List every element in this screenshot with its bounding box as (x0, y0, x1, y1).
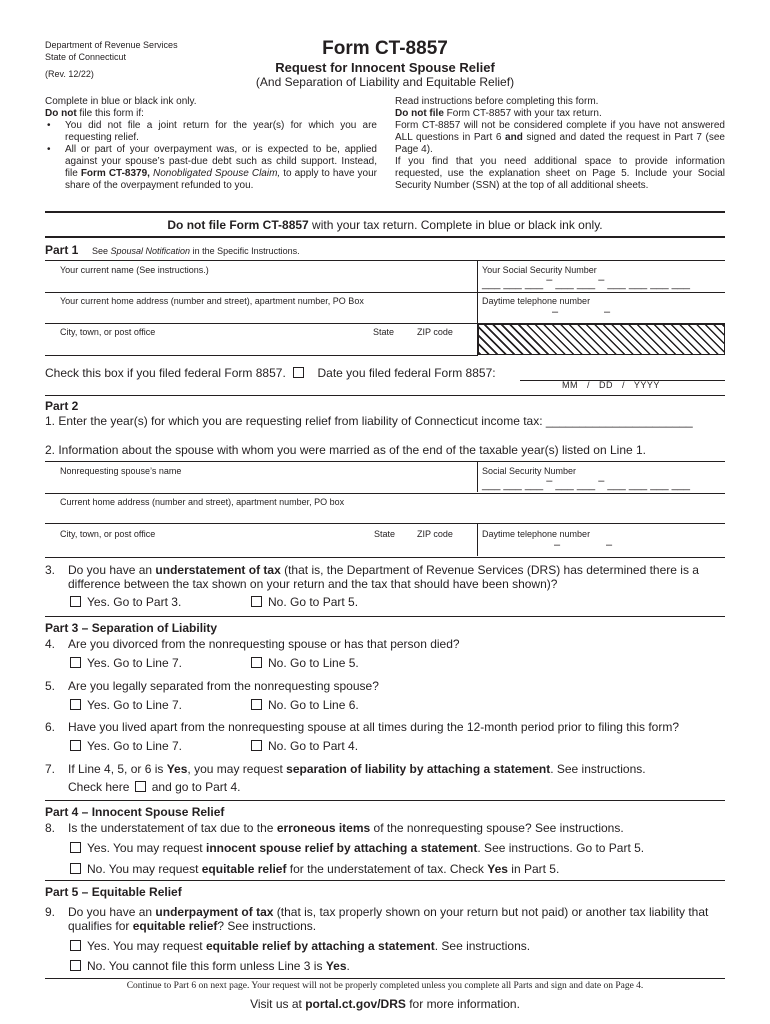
banner-top-rule (45, 211, 725, 213)
q8-yes-option: Yes. You may request innocent spouse relief by attaching a statement. See instructions. Go to Part 5. (70, 841, 644, 855)
q4-yes-checkbox[interactable] (70, 657, 81, 668)
part3-rule (45, 616, 725, 617)
part5-rule (45, 880, 725, 881)
federal-8857-check-row: Check this box if you filed federal Form 8857. Date you filed federal Form 8857: (45, 366, 496, 380)
spouse-address-field[interactable] (52, 494, 722, 522)
spouse-row-rule-2 (45, 523, 725, 524)
your-city-label: City, town, or post office (60, 327, 156, 337)
q3-no-option: No. Go to Part 5. (251, 595, 358, 609)
spouse-table-bottom-rule (45, 557, 725, 558)
q4-no-option: No. Go to Line 5. (251, 656, 359, 670)
spouse-state-label: State (374, 529, 396, 539)
q3-no-checkbox[interactable] (251, 596, 262, 607)
form-subtitle-2: (And Separation of Liability and Equitable Relief) (255, 75, 515, 89)
q9-no-checkbox[interactable] (70, 960, 81, 971)
form-subtitle: Request for Innocent Spouse Relief (275, 60, 495, 75)
q3-yes-option: Yes. Go to Part 3. (70, 595, 181, 609)
q9-number: 9. (45, 905, 56, 919)
spouse-table-top-rule (45, 461, 725, 462)
additional-space-note: If you find that you need additional space to provide information requested, use the explanation sheet on Page 5. Include your Social Security Number (SSN) at the top of all additional sheets. (395, 156, 725, 191)
q5-yes-checkbox[interactable] (70, 699, 81, 710)
shaded-area (478, 324, 725, 355)
federal-8857-checkbox[interactable] (293, 367, 304, 378)
portal-link[interactable]: portal.ct.gov/DRS (305, 997, 406, 1011)
part2-rule (45, 395, 725, 396)
your-phone-label: Daytime telephone number (482, 296, 591, 306)
your-name-label: Your current name (See instructions.) (60, 265, 209, 275)
intro-right (395, 96, 725, 192)
part4-label: Part 4 – Innocent Spouse Relief (45, 805, 225, 819)
your-address-field[interactable] (52, 293, 472, 321)
your-city-state-zip-field[interactable] (52, 324, 472, 354)
q6-no-option: No. Go to Part 4. (251, 739, 358, 753)
revision-date: (Rev. 12/22) (45, 69, 94, 79)
bullet-joint-return: • You did not file a joint return for the year(s) for which you are requesting relief. (45, 120, 377, 144)
q4-yes-option: Yes. Go to Line 7. (70, 656, 182, 670)
spouse-city-label: City, town, or post office (60, 529, 156, 539)
date-format-hint: MM / DD / YYYY (562, 380, 660, 390)
q3-text: Do you have an understatement of tax (that is, the Department of Revenue Services (DRS) has determined there is a difference between the tax shown on your return and the tax that should have been shown)? (68, 563, 699, 591)
your-zip-label: ZIP code (417, 327, 453, 337)
your-ssn-label: Your Social Security Number (482, 265, 597, 275)
q7-number: 7. (45, 762, 56, 776)
part4-rule (45, 800, 725, 801)
ink-instruction: Complete in blue or black ink only. (45, 96, 197, 107)
q8-no-option: No. You may request equitable relief for the understatement of tax. Check Yes in Part 5. (70, 862, 559, 876)
do-not-file-bullets (45, 120, 377, 192)
your-phone-field[interactable]: – – (552, 306, 611, 318)
do-not-file-if: Do not file this form if: (45, 108, 144, 119)
your-state-label: State (373, 327, 395, 337)
spouse-ssn-field[interactable]: ___ ___ ___ – ___ ___ – ___ ___ ___ ___ (482, 475, 690, 491)
continue-note: Continue to Part 6 on next page. Your request will not be properly completed unless you complete all Parts and sign and date on Page 4. (126, 981, 644, 991)
department-name: Department of Revenue Services (45, 40, 178, 50)
spouse-address-label: Current home address (number and street), apartment number, PO box (60, 497, 345, 507)
footer-rule (45, 978, 725, 979)
spouse-name-field[interactable] (52, 463, 472, 491)
spouse-name-label: Nonrequesting spouse’s name (60, 466, 182, 476)
your-name-field[interactable] (52, 262, 472, 290)
q9-yes-checkbox[interactable] (70, 940, 81, 951)
part1-note: See Spousal Notification in the Specific Instructions. (92, 246, 300, 256)
q8-number: 8. (45, 821, 56, 835)
q3-number: 3. (45, 563, 56, 577)
form-title: Form CT-8857 (322, 38, 448, 59)
spouse-ssn-label: Social Security Number (482, 466, 577, 476)
spouse-divider-1 (477, 461, 478, 492)
q6-yes-checkbox[interactable] (70, 740, 81, 751)
spouse-phone-label: Daytime telephone number (482, 529, 591, 539)
banner-bottom-rule (45, 236, 725, 238)
q6-text: Have you lived apart from the nonrequesting spouse at all times during the 12-month period prior to filing this form? (68, 720, 679, 734)
bullet-overpayment: • All or part of your overpayment was, or is expected to be, applied against your spouse’s past-due debt such as child support. Instead, file Form CT-8379, Nonobligated Spouse Claim, to apply to have your share of the overpayment refunded to you. (45, 144, 377, 192)
q9-yes-option: Yes. You may request equitable relief by attaching a statement. See instructions. (70, 939, 530, 953)
read-instructions: Read instructions before completing this form. (395, 96, 599, 107)
q6-yes-option: Yes. Go to Line 7. (70, 739, 182, 753)
q3-yes-checkbox[interactable] (70, 596, 81, 607)
part2-line2: 2. Information about the spouse with whom you were married as of the end of the taxable year(s) listed on Line 1. (45, 443, 647, 457)
q4-no-checkbox[interactable] (251, 657, 262, 668)
q7-check-row: Check here and go to Part 4. (68, 780, 241, 794)
banner-text: Do not file Form CT-8857 with your tax return. Complete in blue or black ink only. (167, 218, 603, 232)
q7-checkbox[interactable] (135, 781, 146, 792)
spouse-phone-field[interactable]: – – (554, 539, 613, 551)
q5-no-option: No. Go to Line 6. (251, 698, 359, 712)
your-ssn-field[interactable]: ___ ___ ___ – ___ ___ – ___ ___ ___ ___ (482, 274, 690, 290)
part2-line1: 1. Enter the year(s) for which you are requesting relief from liability of Connecticut income tax: ______________________ (45, 414, 693, 428)
intro-left (45, 96, 377, 192)
q5-yes-option: Yes. Go to Line 7. (70, 698, 182, 712)
spouse-zip-label: ZIP code (417, 529, 453, 539)
state-name: State of Connecticut (45, 52, 127, 62)
part1-rule (45, 260, 725, 261)
part5-label: Part 5 – Equitable Relief (45, 885, 182, 899)
q4-text: Are you divorced from the nonrequesting spouse or has that person died? (68, 637, 460, 651)
visit-line: Visit us at portal.ct.gov/DRS for more information. (250, 997, 520, 1011)
your-address-label: Your current home address (number and street), apartment number, PO Box (60, 296, 364, 306)
q6-no-checkbox[interactable] (251, 740, 262, 751)
row-rule-3 (45, 355, 478, 356)
spouse-divider-2 (477, 523, 478, 556)
q7-text: If Line 4, 5, or 6 is Yes, you may request separation of liability by attaching a statement. See instructions. (68, 762, 646, 776)
part3-label: Part 3 – Separation of Liability (45, 621, 218, 635)
completeness-note: Form CT-8857 will not be considered complete if you have not answered ALL questions in Part 6 and signed and dated the request in Part 7 (see Page 4). (395, 120, 725, 155)
q5-number: 5. (45, 679, 56, 693)
q8-yes-checkbox[interactable] (70, 842, 81, 853)
part1-label: Part 1 (45, 243, 79, 257)
q6-number: 6. (45, 720, 56, 734)
spouse-city-state-zip-field[interactable] (52, 525, 472, 555)
q8-no-checkbox[interactable] (70, 863, 81, 874)
q5-text: Are you legally separated from the nonrequesting spouse? (68, 679, 379, 693)
part2-label: Part 2 (45, 399, 79, 413)
q9-text: Do you have an underpayment of tax (that is, tax properly shown on your return but not paid) or another tax liability that qualifies for equitable relief? See instructions. (68, 905, 709, 933)
q9-no-option: No. You cannot file this form unless Line 3 is Yes. (70, 959, 350, 973)
q4-number: 4. (45, 637, 56, 651)
q8-text: Is the understatement of tax due to the erroneous items of the nonrequesting spouse? See instructions. (68, 821, 624, 835)
do-not-file-with-return: Do not file Form CT-8857 with your tax return. (395, 108, 602, 119)
q5-no-checkbox[interactable] (251, 699, 262, 710)
